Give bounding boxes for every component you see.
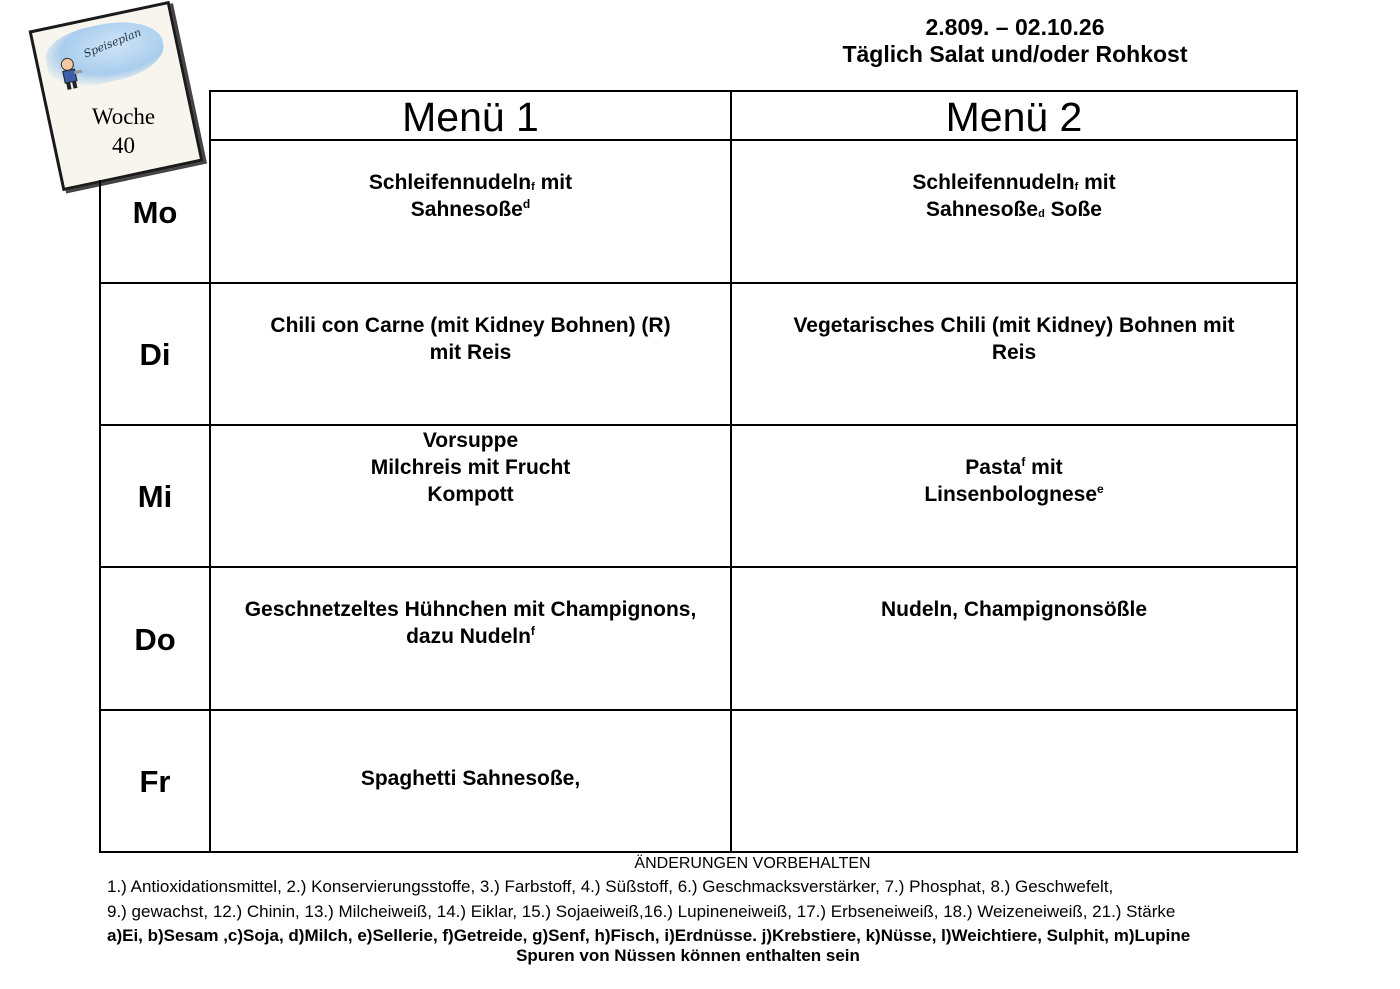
column-header-menu2: Menü 2 (945, 94, 1083, 140)
dish-line: Schleifennudeln$_f$ mit (368, 171, 573, 194)
grid-right-line (1296, 90, 1298, 853)
menu-cell-do-1 (211, 596, 730, 650)
grid-row-line (100, 566, 1298, 568)
dish-line: Sahnesoße$^d$ (410, 197, 531, 221)
speiseplan-logo (29, 1, 204, 191)
dish-line: Milchreis mit Frucht (370, 456, 571, 479)
day-label-fr: Fr (139, 764, 171, 799)
allergens-list: a)Ei, b)Sesam ,c)Soja, d)Milch, e)Sellerie, f)Getreide, g)Senf, h)Fisch, i)Erdnüsse. j)Krebstiere, k)Nüsse, l)Weichtiere, Sulphit, m)Lupine (107, 926, 1191, 945)
day-label-mo: Mo (132, 195, 178, 230)
menu-cell-do-2 (732, 596, 1296, 623)
dish-line: Kompott (427, 483, 514, 506)
week-label (54, 102, 192, 160)
dish-line: Reis (991, 341, 1037, 364)
date-range: 2.809. – 02.10.26 (925, 14, 1105, 40)
menu-cell-di-2 (732, 312, 1296, 366)
week-word: Woche (91, 104, 156, 130)
additives-list-2: 9.) gewachst, 12.) Chinin, 13.) Milcheiweiß, 14.) Eiklar, 15.) Sojaeiweiß,16.) Lupineneiweiß, 17.) Erbseneiweiß, 18.) Weizeneiweiß, 21.) Stärke (107, 902, 1176, 921)
dish-line: Schleifennudeln$_f$ mit (912, 171, 1116, 194)
nut-traces-note: Spuren von Nüssen können enthalten sein (516, 946, 860, 965)
dish-line: Nudeln, Champignonsößle (881, 598, 1147, 621)
dish-line: dazu Nudeln$^f$ (406, 624, 535, 648)
week-number: 40 (111, 133, 135, 159)
column-header-menu1: Menü 1 (402, 94, 539, 140)
menu-cell-mo-1 (211, 169, 730, 223)
dish-line: Sahnesoße$_d$ Soße (926, 198, 1102, 221)
menu-cell-mi-1 (211, 427, 730, 508)
menu-cell-fr-1 (211, 765, 730, 792)
grid-top-line (210, 90, 1298, 92)
menu-cell-mi-2 (732, 454, 1296, 508)
dish-line: Linsenbolognese$^e$ (924, 482, 1104, 506)
changes-reserved-notice: ÄNDERUNGEN VORBEHALTEN (634, 855, 871, 872)
dish-line: Spaghetti Sahnesoße, (360, 767, 581, 790)
logo-script-text: Speiseplan (81, 25, 144, 61)
dish-line: Pasta$^f$ mit (965, 455, 1063, 479)
additives-list-1: 1.) Antioxidationsmittel, 2.) Konservierungsstoffe, 3.) Farbstoff, 4.) Süßstoff, 6.) Geschmacksverstärker, 7.) Phosphat, 8.) Geschwefelt, (107, 877, 1114, 896)
day-label-di: Di (139, 337, 171, 372)
dish-line: Vegetarisches Chili (mit Kidney) Bohnen mit (793, 314, 1235, 337)
day-label-do: Do (134, 622, 176, 657)
grid-row-line (100, 282, 1298, 284)
dish-line: Vorsuppe (422, 429, 519, 452)
grid-bottom-line (100, 851, 1298, 853)
daily-salad-note: Täglich Salat und/oder Rohkost (842, 41, 1188, 67)
dish-line: Geschnetzeltes Hühnchen mit Champignons, (244, 598, 697, 621)
menu-header (780, 14, 1250, 68)
menu-cell-di-1 (211, 312, 730, 366)
grid-row-line (100, 424, 1298, 426)
dish-line: mit Reis (429, 341, 512, 364)
dish-line: Chili con Carne (mit Kidney Bohnen) (R) (270, 314, 671, 337)
grid-left-line (99, 180, 101, 853)
menu-cell-mo-2 (732, 169, 1296, 223)
day-label-mi: Mi (137, 479, 173, 514)
grid-row-line (100, 709, 1298, 711)
